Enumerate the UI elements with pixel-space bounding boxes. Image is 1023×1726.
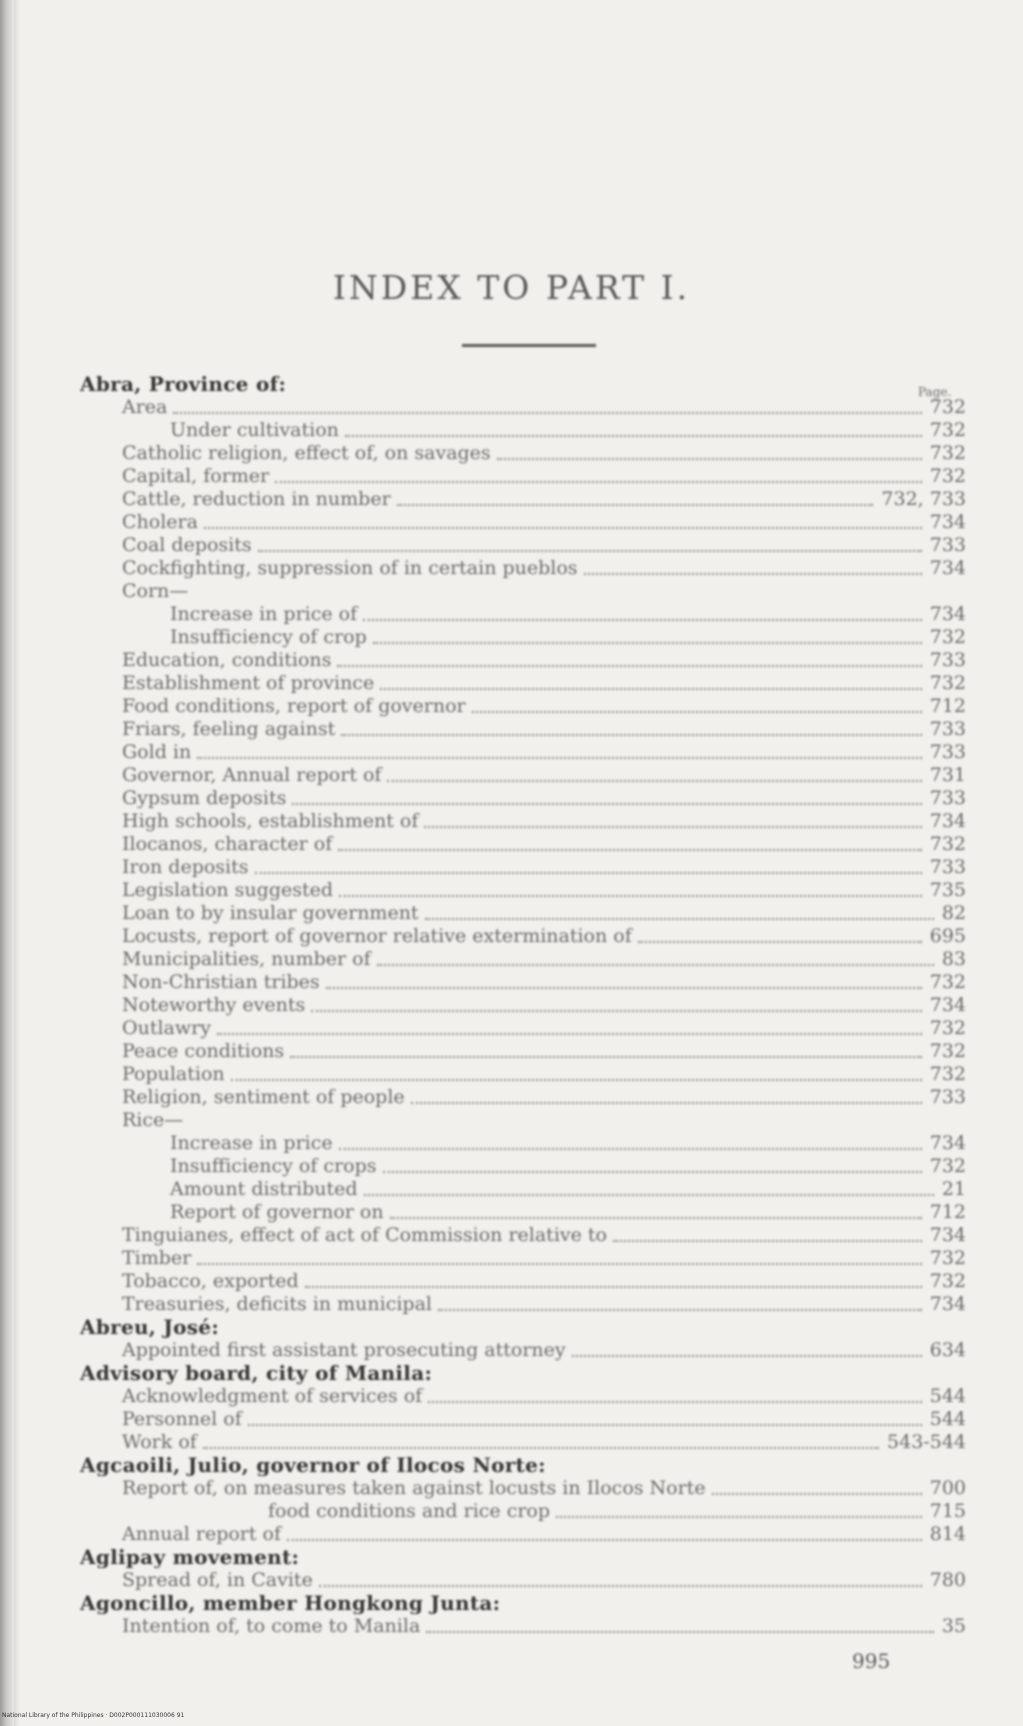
index-entry — [0, 1293, 1000, 1315]
index-entry-text: Amount distributed — [170, 1178, 358, 1200]
index-entry-text: Annual report of — [122, 1523, 282, 1545]
index-entry — [0, 1270, 1000, 1292]
index-entry-text: High schools, establishment of — [122, 810, 419, 832]
page-reference: 634 — [929, 1339, 966, 1361]
page-reference: 733 — [929, 649, 966, 671]
index-entry-text: Work of — [122, 1431, 197, 1453]
index-entry — [0, 764, 1000, 786]
index-entry — [0, 741, 1000, 763]
page-reference: 732 — [929, 626, 966, 648]
page-reference: 733 — [929, 718, 966, 740]
index-entry-text: Tobacco, exported — [122, 1270, 299, 1292]
leader-dots — [613, 1240, 922, 1242]
page-reference: 732 — [929, 1155, 966, 1177]
index-entry — [0, 925, 1000, 947]
index-entry — [0, 948, 1000, 970]
leader-dots — [217, 1033, 922, 1035]
page-reference: 734 — [929, 603, 966, 625]
index-entry-text: Capital, former — [122, 465, 270, 487]
leader-dots — [337, 665, 922, 667]
page-reference: 712 — [929, 695, 966, 717]
page-reference: 734 — [929, 557, 966, 579]
page-reference: 780 — [929, 1569, 966, 1591]
index-entry-text: Intention of, to come to Manila — [122, 1615, 421, 1637]
leader-dots — [584, 573, 922, 575]
leader-dots — [197, 1263, 922, 1265]
index-entry-text: Loan to by insular government — [122, 902, 419, 924]
leader-dots — [341, 734, 922, 736]
folio-number: 995 — [852, 1649, 891, 1673]
index-entry-text: Increase in price of — [170, 603, 358, 625]
index-entry — [0, 557, 1000, 579]
index-entry-text: Corn— — [122, 580, 189, 602]
index-entry — [0, 1040, 1000, 1062]
index-entry — [0, 787, 1000, 809]
index-entry-text: Peace conditions — [122, 1040, 285, 1062]
index-entry-text: Cholera — [122, 511, 198, 533]
index-entry-text: Locusts, report of governor relative extermination of — [122, 925, 632, 947]
leader-dots — [397, 504, 873, 506]
index-entry-text: Noteworthy events — [122, 994, 306, 1016]
leader-dots — [472, 711, 922, 713]
index-heading: Abreu, José: — [80, 1316, 220, 1338]
index-entry-text: Establishment of province — [122, 672, 375, 694]
leader-dots — [258, 550, 922, 552]
page-reference: 544 — [929, 1385, 966, 1407]
index-entry — [0, 1569, 1000, 1591]
index-entry-text: Coal deposits — [122, 534, 252, 556]
index-entry-text: Friars, feeling against — [122, 718, 336, 740]
index-entry-text: Population — [122, 1063, 225, 1085]
index-entry-text: Treasuries, deficits in municipal — [122, 1293, 432, 1315]
leader-dots — [387, 780, 922, 782]
page-reference: 732 — [929, 396, 966, 418]
page-reference: 734 — [929, 1293, 966, 1315]
index-entry — [0, 879, 1000, 901]
index-entry — [0, 442, 1000, 464]
index-entry — [0, 1500, 1000, 1522]
leader-dots — [424, 826, 922, 828]
page-reference: 35 — [941, 1615, 966, 1637]
page-reference: 733 — [929, 534, 966, 556]
leader-dots — [204, 527, 922, 529]
index-entry-text: Acknowledgment of services of — [122, 1385, 423, 1407]
page-reference: 732, 733 — [881, 488, 966, 510]
leader-dots — [173, 412, 922, 414]
index-entry-text: Timber — [122, 1247, 192, 1269]
index-entry — [0, 580, 1000, 602]
index-entry-text: Religion, sentiment of people — [122, 1086, 405, 1108]
leader-dots — [290, 1056, 922, 1058]
page-reference: 732 — [929, 419, 966, 441]
index-entry-text: Non-Christian tribes — [122, 971, 320, 993]
leader-dots — [425, 918, 934, 920]
page-reference: 814 — [929, 1523, 966, 1545]
index-entry — [0, 1615, 1000, 1637]
index-entry — [0, 626, 1000, 648]
index-entry — [0, 718, 1000, 740]
leader-dots — [231, 1079, 922, 1081]
page-reference: 734 — [929, 994, 966, 1016]
index-entry-text: Insufficiency of crop — [170, 626, 367, 648]
leader-dots — [292, 803, 922, 805]
page-reference: 732 — [929, 672, 966, 694]
page-reference: 734 — [929, 511, 966, 533]
index-entry-text: Outlawry — [122, 1017, 211, 1039]
leader-dots — [383, 1171, 922, 1173]
index-entry — [0, 856, 1000, 878]
index-entry-text: Cattle, reduction in number — [122, 488, 391, 510]
index-entry — [0, 1224, 1000, 1246]
leader-dots — [203, 1447, 879, 1449]
index-heading: Abra, Province of: — [80, 373, 287, 395]
index-entry — [0, 1385, 1000, 1407]
page-reference: 732 — [929, 1270, 966, 1292]
page-reference: 733 — [929, 856, 966, 878]
leader-dots — [373, 642, 922, 644]
index-entry-text: Governor, Annual report of — [122, 764, 382, 786]
index-entry — [0, 1477, 1000, 1499]
index-entry — [0, 1109, 1000, 1131]
index-entry-text: Insufficiency of crops — [170, 1155, 377, 1177]
index-entry-text: Rice— — [122, 1109, 184, 1131]
index-entry — [0, 833, 1000, 855]
index-entry — [0, 1247, 1000, 1269]
index-entry-text: Increase in price — [170, 1132, 333, 1154]
leader-dots — [311, 1010, 922, 1012]
title-rule — [462, 344, 596, 347]
leader-dots — [339, 895, 922, 897]
page-reference: 695 — [929, 925, 966, 947]
index-heading: Advisory board, city of Manila: — [80, 1362, 433, 1384]
index-entry — [0, 1339, 1000, 1361]
page-reference: 715 — [929, 1500, 966, 1522]
page-reference: 732 — [929, 442, 966, 464]
index-entry — [0, 994, 1000, 1016]
leader-dots — [390, 1217, 922, 1219]
leader-dots — [248, 1424, 922, 1426]
leader-dots — [319, 1585, 922, 1587]
index-heading: Agoncillo, member Hongkong Junta: — [80, 1592, 501, 1614]
index-entry-text: Report of, on measures taken against locusts in Ilocos Norte — [122, 1477, 706, 1499]
leader-dots — [326, 987, 922, 989]
index-entry — [0, 1086, 1000, 1108]
index-entry — [0, 1132, 1000, 1154]
leader-dots — [426, 1631, 934, 1633]
leader-dots — [638, 941, 922, 943]
page-reference: 731 — [929, 764, 966, 786]
index-entry-text: Area — [122, 396, 168, 418]
page-column-label: Page. — [918, 385, 952, 399]
leader-dots — [380, 688, 922, 690]
page-reference: 732 — [929, 833, 966, 855]
index-entry — [0, 419, 1000, 441]
page-reference: 732 — [929, 465, 966, 487]
index-entry — [0, 1017, 1000, 1039]
index-entry-text: Under cultivation — [170, 419, 339, 441]
page-reference: 21 — [941, 1178, 966, 1200]
index-entry — [0, 649, 1000, 671]
index-entry — [0, 511, 1000, 533]
page-reference: 732 — [929, 1040, 966, 1062]
page-reference: 732 — [929, 1247, 966, 1269]
index-entry — [0, 695, 1000, 717]
index-entry-text: Gold in — [122, 741, 192, 763]
index-entry — [0, 902, 1000, 924]
index-entry — [0, 971, 1000, 993]
index-entry-text: Tinguianes, effect of act of Commission relative to — [122, 1224, 607, 1246]
index-entry-text: Iron deposits — [122, 856, 249, 878]
leader-dots — [345, 435, 922, 437]
index-entry — [0, 1201, 1000, 1223]
leader-dots — [364, 1194, 934, 1196]
leader-dots — [428, 1401, 922, 1403]
index-entry-text: Appointed first assistant prosecuting attorney — [122, 1339, 566, 1361]
page-reference: 734 — [929, 810, 966, 832]
leader-dots — [572, 1355, 922, 1357]
index-entry — [0, 1431, 1000, 1453]
leader-dots — [556, 1516, 922, 1518]
page-reference: 733 — [929, 787, 966, 809]
page-reference: 735 — [929, 879, 966, 901]
page-reference: 732 — [929, 971, 966, 993]
page-reference: 544 — [929, 1408, 966, 1430]
page-reference: 83 — [941, 948, 966, 970]
index-heading: Aglipay movement: — [80, 1546, 300, 1568]
index-entry-text: Catholic religion, effect of, on savages — [122, 442, 491, 464]
index-entry-text: Ilocanos, character of — [122, 833, 333, 855]
leader-dots — [712, 1493, 922, 1495]
page-reference: 543-544 — [887, 1431, 966, 1453]
page-reference: 732 — [929, 1063, 966, 1085]
page-reference: 733 — [929, 1086, 966, 1108]
page-reference: 700 — [929, 1477, 966, 1499]
index-entry-text: Cockfighting, suppression of in certain pueblos — [122, 557, 578, 579]
page-reference: 732 — [929, 1017, 966, 1039]
leader-dots — [363, 619, 922, 621]
page-reference: 734 — [929, 1224, 966, 1246]
index-entry-text: Report of governor on — [170, 1201, 384, 1223]
index-entry-text: Gypsum deposits — [122, 787, 287, 809]
leader-dots — [497, 458, 922, 460]
leader-dots — [305, 1286, 922, 1288]
leader-dots — [411, 1102, 922, 1104]
index-entry-text: Spread of, in Cavite — [122, 1569, 313, 1591]
leader-dots — [275, 481, 922, 483]
index-entry — [0, 1408, 1000, 1430]
index-entry — [0, 603, 1000, 625]
index-entry — [0, 465, 1000, 487]
leader-dots — [438, 1309, 922, 1311]
leader-dots — [255, 872, 922, 874]
page-reference: 733 — [929, 741, 966, 763]
index-entry — [0, 810, 1000, 832]
leader-dots — [377, 964, 934, 966]
leader-dots — [287, 1539, 922, 1541]
index-entry — [0, 672, 1000, 694]
leader-dots — [197, 757, 922, 759]
index-entry — [0, 488, 1000, 510]
leader-dots — [339, 1148, 922, 1150]
index-entry — [0, 1523, 1000, 1545]
index-entry-text: Personnel of — [122, 1408, 242, 1430]
page-reference: 82 — [941, 902, 966, 924]
index-entry — [0, 1178, 1000, 1200]
index-heading: Agcaoili, Julio, governor of Ilocos Norte: — [80, 1454, 546, 1476]
index-entry — [0, 1063, 1000, 1085]
page-reference: 734 — [929, 1132, 966, 1154]
page-title: INDEX TO PART I. — [332, 268, 691, 307]
index-entry — [0, 396, 1000, 418]
index-entry — [0, 1155, 1000, 1177]
page-reference: 712 — [929, 1201, 966, 1223]
index-entry-text: Education, conditions — [122, 649, 332, 671]
index-entry-text: Municipalities, number of — [122, 948, 371, 970]
leader-dots — [338, 849, 922, 851]
index-entry-text: Legislation suggested — [122, 879, 334, 901]
index-entry-text: food conditions and rice crop — [268, 1500, 551, 1522]
footer-credit: National Library of the Philippines · D002P000111030006 91 — [2, 1712, 185, 1719]
index-entry — [0, 534, 1000, 556]
index-entry-text: Food conditions, report of governor — [122, 695, 466, 717]
